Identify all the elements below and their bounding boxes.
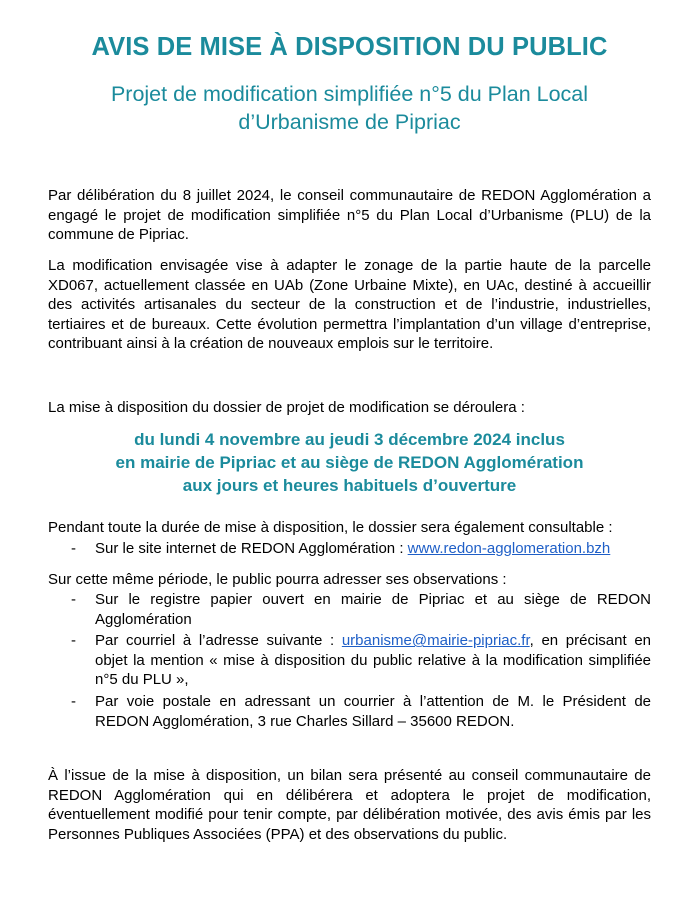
list-dash: -	[71, 692, 76, 710]
website-link[interactable]: www.redon-agglomeration.bzh	[407, 540, 611, 557]
list-item	[48, 590, 651, 629]
list-dash: -	[71, 540, 76, 557]
paragraph-observations-intro: Sur cette même période, le public pourra adresser ses observations :	[48, 571, 507, 588]
page-subtitle	[48, 80, 651, 136]
paragraph-modification: La modification envisagée vise à adapter le zonage de la partie haute de la parcelle XD067, actuellement classée en UAb (Zone Urbaine Mixte), en UAc, destiné à accueillir des activités artisanales du secteur de la construction et de l’industrie, industrielles, tertiaires et de bureaux. Cette évolution permettra l’implantation d’un village d’entreprise, contribuant ainsi à la création de nouveaux emplois sur le territoire.	[48, 257, 651, 353]
paragraph-deliberation: Par délibération du 8 juillet 2024, le conseil communautaire de REDON Agglomération a engagé le projet de modification simplifiée n°5 du Plan Local d’Urbanisme (PLU) de la commune de Pipriac.	[48, 187, 651, 244]
obs-email-text-after: , en précisant en objet la mention « mise à disposition du public relative à la modification simplifiée n°5 du PLU »,	[95, 632, 651, 689]
schedule-dates: du lundi 4 novembre au jeudi 3 décembre 2024 inclus	[134, 430, 565, 449]
observations-list	[48, 590, 651, 733]
list-item	[48, 692, 651, 731]
consult-website-text: Sur le site internet de REDON Agglomération :	[95, 540, 408, 557]
schedule-hours: aux jours et heures habituels d’ouverture	[182, 476, 517, 495]
paragraph-conclusion: À l’issue de la mise à disposition, un bilan sera présenté au conseil communautaire de REDON Agglomération qui en délibérera et adoptera le projet de modification, éventuellement modifié pour tenir compte, par délibération motivée, des avis émis par les Personnes Publiques Associées (PPA) et des observations du public.	[48, 767, 651, 843]
obs-email-text-before: Par courriel à l’adresse suivante :	[95, 632, 342, 650]
paragraph-schedule-intro: La mise à disposition du dossier de projet de modification se déroulera :	[48, 399, 525, 416]
consultation-list	[48, 539, 651, 561]
subtitle-line-2: d’Urbanisme de Pipriac	[238, 110, 461, 134]
list-dash: -	[71, 591, 76, 608]
email-link[interactable]: urbanisme@mairie-pipriac.fr	[341, 632, 530, 650]
page-title: AVIS DE MISE À DISPOSITION DU PUBLIC	[91, 33, 608, 61]
paragraph-consultation-intro: Pendant toute la durée de mise à disposition, le dossier sera également consultable :	[48, 519, 613, 536]
list-dash: -	[71, 632, 76, 650]
schedule-highlight	[48, 428, 651, 497]
schedule-locations: en mairie de Pipriac et au siège de REDON Agglomération	[115, 453, 584, 472]
subtitle-line-1: Projet de modification simplifiée n°5 du Plan Local	[110, 82, 589, 106]
obs-postal-text: Par voie postale en adressant un courrier à l’attention de M. le Président de REDON Agglomération, 3 rue Charles Sillard – 35600 REDON.	[95, 692, 651, 730]
list-item	[48, 631, 651, 690]
obs-register-text: Sur le registre papier ouvert en mairie de Pipriac et au siège de REDON Agglomération	[95, 591, 651, 628]
list-item	[48, 539, 651, 559]
